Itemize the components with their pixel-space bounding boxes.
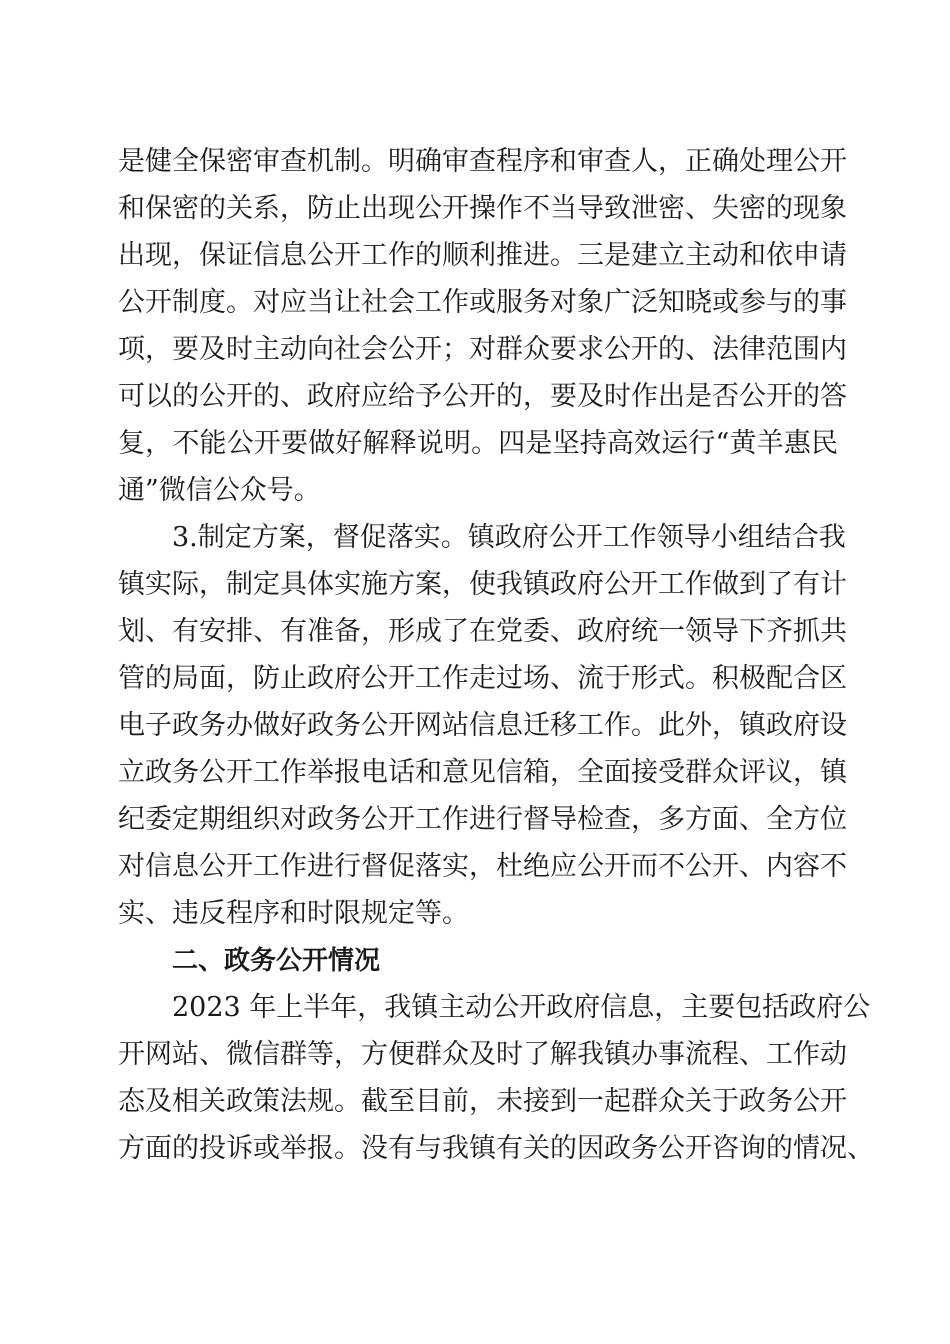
body-text-line: 可以的公开的、政府应给予公开的，要及时作出是否公开的答 (118, 381, 847, 412)
body-text-line: 管的局面，防止政府公开工作走过场、流于形式。积极配合区 (118, 663, 847, 694)
body-text-line: 电子政务办做好政务公开网站信息迁移工作。此外，镇政府设 (118, 710, 847, 741)
section-paragraph-first-line: 2023 年上半年，我镇主动公开政府信息，主要包括政府公 (172, 992, 871, 1023)
body-text-line: 态及相关政策法规。截至目前，未接到一起群众关于政务公开 (118, 1086, 847, 1117)
body-text-line: 实、违反程序和时限规定等。 (118, 898, 469, 929)
body-text-line: 通”微信公众号。 (118, 475, 321, 506)
body-text-line: 对信息公开工作进行督促落实，杜绝应公开而不公开、内容不 (118, 851, 847, 882)
body-text-line: 纪委定期组织对政务公开工作进行督导检查，多方面、全方位 (118, 804, 847, 835)
body-text-line: 立政务公开工作举报电话和意见信箱，全面接受群众评议，镇 (118, 757, 847, 788)
section-heading: 二、政务公开情况 (172, 946, 381, 976)
body-text-line: 项，要及时主动向社会公开；对群众要求公开的、法律范围内 (118, 334, 847, 365)
section-point-3-first-line: 3.制定方案，督促落实。镇政府公开工作领导小组结合我 (172, 522, 846, 553)
body-text-line: 出现，保证信息公开工作的顺利推进。三是建立主动和依申请 (118, 240, 847, 271)
body-text-line: 方面的投诉或举报。没有与我镇有关的因政务公开咨询的情况、 (118, 1133, 874, 1164)
body-text-line: 复，不能公开要做好解释说明。四是坚持高效运行“黄羊惠民 (118, 428, 838, 459)
body-text-line: 是健全保密审查机制。明确审查程序和审查人，正确处理公开 (118, 146, 847, 177)
body-text-line: 开网站、微信群等，方便群众及时了解我镇办事流程、工作动 (118, 1039, 847, 1070)
body-text-line: 公开制度。对应当让社会工作或服务对象广泛知晓或参与的事 (118, 287, 847, 318)
body-text-line: 镇实际，制定具体实施方案，使我镇政府公开工作做到了有计 (118, 569, 847, 600)
body-text-line: 和保密的关系，防止出现公开操作不当导致泄密、失密的现象 (118, 193, 847, 224)
body-text-line: 划、有安排、有准备，形成了在党委、政府统一领导下齐抓共 (118, 616, 847, 647)
